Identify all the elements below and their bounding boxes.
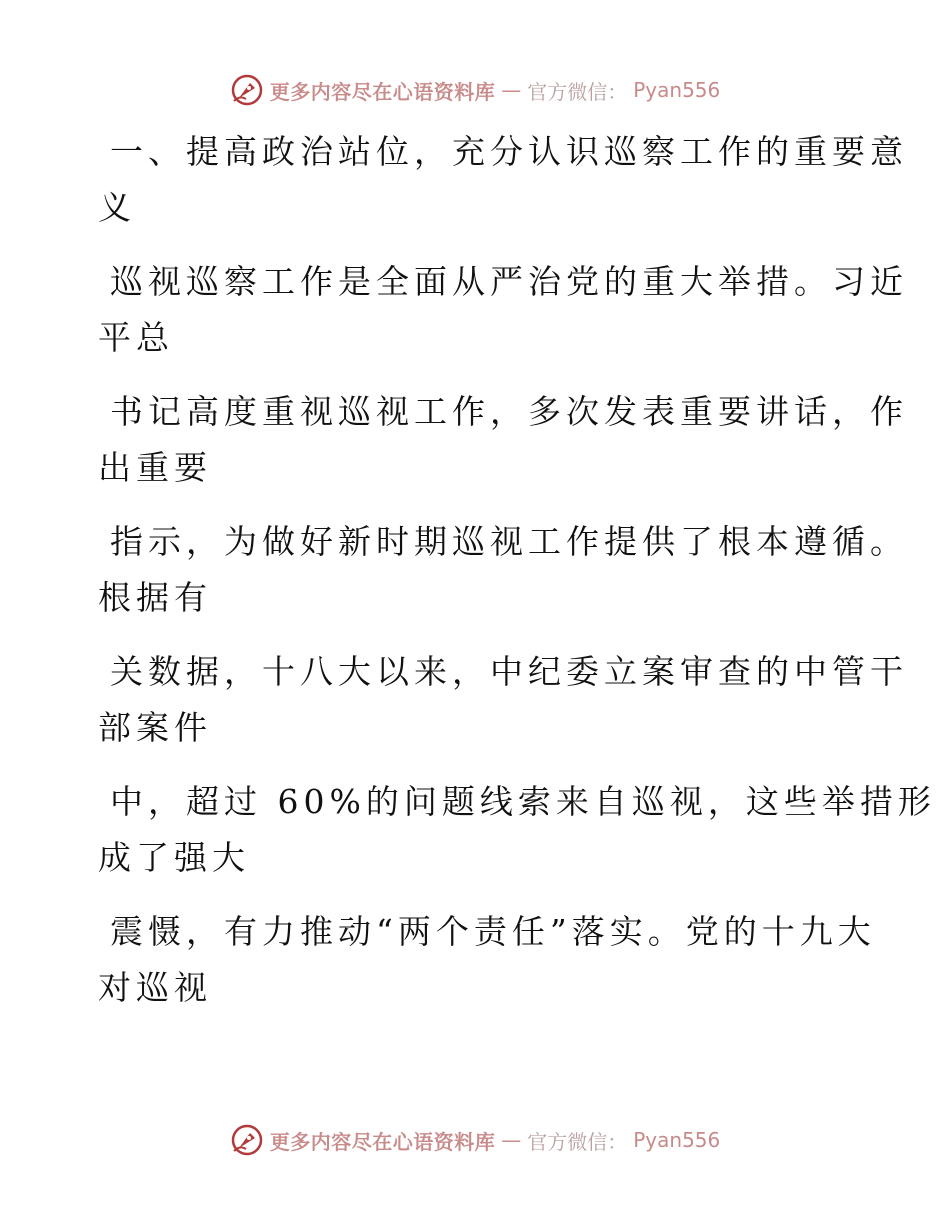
paragraph-line: 出重要	[98, 448, 212, 487]
header-watermark	[0, 70, 950, 110]
paragraph-line: 成了强大	[98, 838, 250, 877]
paragraph-line: 中，超过 60%的问题线索来自巡视，这些举措形	[110, 782, 936, 821]
watermark-separator: —	[501, 78, 522, 102]
paragraph	[98, 124, 908, 236]
paragraph-line: 指示，为做好新时期巡视工作提供了根本遵循。	[110, 522, 908, 561]
footer-watermark	[0, 1120, 950, 1160]
watermark-brand: 更多内容尽在心语资料库	[269, 79, 496, 104]
watermark-label: 官方微信：	[527, 1129, 628, 1154]
paragraph	[98, 254, 908, 366]
paragraph	[98, 774, 936, 886]
watermark-separator: —	[501, 1128, 522, 1152]
paragraph	[98, 644, 908, 756]
paragraph-line: 平总	[98, 318, 174, 357]
paragraph-line: 书记高度重视巡视工作，多次发表重要讲话，作	[110, 392, 908, 431]
paragraph-line: 部案件	[98, 708, 212, 747]
paragraph-line: 义	[98, 188, 136, 227]
pen-nib-circle-icon	[230, 1123, 264, 1157]
paragraph-line: 关数据，十八大以来，中纪委立案审查的中管干	[110, 652, 908, 691]
paragraph	[98, 384, 908, 496]
paragraph	[98, 514, 908, 626]
paragraph	[98, 904, 876, 1016]
watermark-brand: 更多内容尽在心语资料库	[269, 1129, 496, 1154]
watermark-account: Pyan556	[633, 1128, 721, 1152]
paragraph-line: 震慑，有力推动“两个责任”落实。党的十九大	[110, 912, 876, 951]
pen-nib-circle-icon	[230, 73, 264, 107]
paragraph-line: 一、提高政治站位，充分认识巡察工作的重要意	[110, 132, 908, 171]
watermark-account: Pyan556	[633, 78, 721, 102]
paragraph-line: 巡视巡察工作是全面从严治党的重大举措。习近	[110, 262, 908, 301]
watermark-label: 官方微信：	[527, 79, 628, 104]
document-body	[98, 124, 936, 1034]
paragraph-line: 对巡视	[98, 968, 212, 1007]
paragraph-line: 根据有	[98, 578, 212, 617]
